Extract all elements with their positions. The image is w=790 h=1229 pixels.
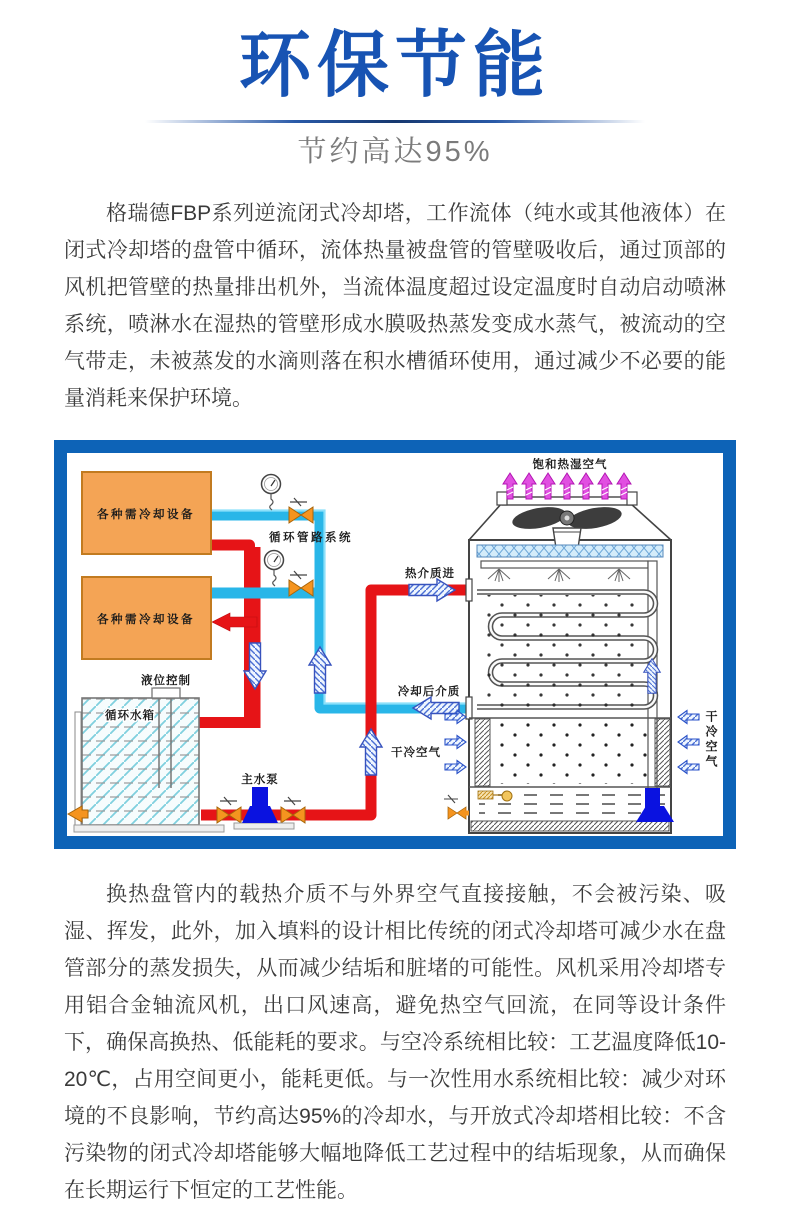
spray-header bbox=[481, 561, 648, 568]
drift-eliminator bbox=[477, 545, 663, 557]
equipment-box-2 bbox=[82, 577, 211, 659]
equipment-box-1 bbox=[82, 472, 211, 554]
dry-air-left-label: 干冷空气 bbox=[391, 747, 441, 759]
page-title: 环保节能 bbox=[238, 26, 551, 106]
detail-paragraph: 换热盘管内的载热介质不与外界空气直接接触，不会被污染、吸湿、挥发，此外，加入填料的设计相比传统的闭式冷却塔可减少水在盘管部分的蒸发损失，从而减少结垢和脏堵的可能性。风机采用冷却塔专用铝合金轴流风机，出口风速高，避免热空气回流，在同等设计条件下，确保高换热、低能耗的要求。与空冷系统相比较：工艺温度降低10-20℃，占用空间更小，能耗更低。与一次性用水系统相比较：减少对环境的不良影响，节约高达95%的冷却水，与开放式冷却塔相比较：不含污染物的闭式冷却塔能够大幅地降低工艺过程中的结垢现象，从而确保在长期运行下恒定的工艺性能。 bbox=[64, 883, 726, 1202]
hot-medium-in-label: 热介质进 bbox=[405, 568, 455, 580]
tank-base bbox=[74, 825, 224, 832]
page-subtitle: 节约高达95% bbox=[297, 136, 493, 168]
level-control-label: 液位控制 bbox=[141, 675, 191, 687]
cooling-system-diagram bbox=[54, 440, 736, 849]
cooled-medium-label: 冷却后介质 bbox=[397, 686, 461, 698]
spray-droplets bbox=[487, 595, 639, 713]
title-divider bbox=[145, 120, 645, 123]
dry-air-right-label: 干冷空气 bbox=[704, 710, 718, 770]
equipment1-label: 各种需冷却设备 bbox=[97, 509, 195, 521]
fill-section bbox=[495, 722, 652, 784]
outlet-flange bbox=[466, 697, 472, 719]
level-control-box bbox=[152, 688, 180, 698]
cooling-system-diagram-svg bbox=[54, 440, 736, 849]
intro-paragraph: 格瑞德FBP系列逆流闭式冷却塔，工作流体（纯水或其他液体）在闭式冷却塔的盘管中循环，流体热量被盘管的管壁吸收后，通过顶部的风机把管壁的热量排出机外，当流体温度超过设定温度时自动启动喷淋系统，喷淋水在湿热的管壁形成水膜吸热蒸发变成水蒸气，被流动的空气带走，未被蒸发的水滴则落在积水槽循环使用，通过减少不必要的能量消耗来保护环境。 bbox=[64, 202, 726, 410]
piping-system-label: 循环管路系统 bbox=[269, 532, 353, 544]
equipment2-label: 各种需冷却设备 bbox=[97, 614, 195, 626]
water-tank-label: 循环水箱 bbox=[105, 710, 155, 722]
inlet-flange bbox=[466, 579, 472, 601]
saturated-air-label: 饱和热湿空气 bbox=[532, 459, 608, 471]
right-louver bbox=[655, 719, 670, 786]
left-louver bbox=[475, 719, 490, 786]
dry-air-right-arrows bbox=[678, 711, 699, 774]
basin-bottom bbox=[471, 821, 669, 831]
main-pump-label: 主水泵 bbox=[241, 774, 279, 786]
dry-air-left-arrows bbox=[445, 711, 466, 774]
